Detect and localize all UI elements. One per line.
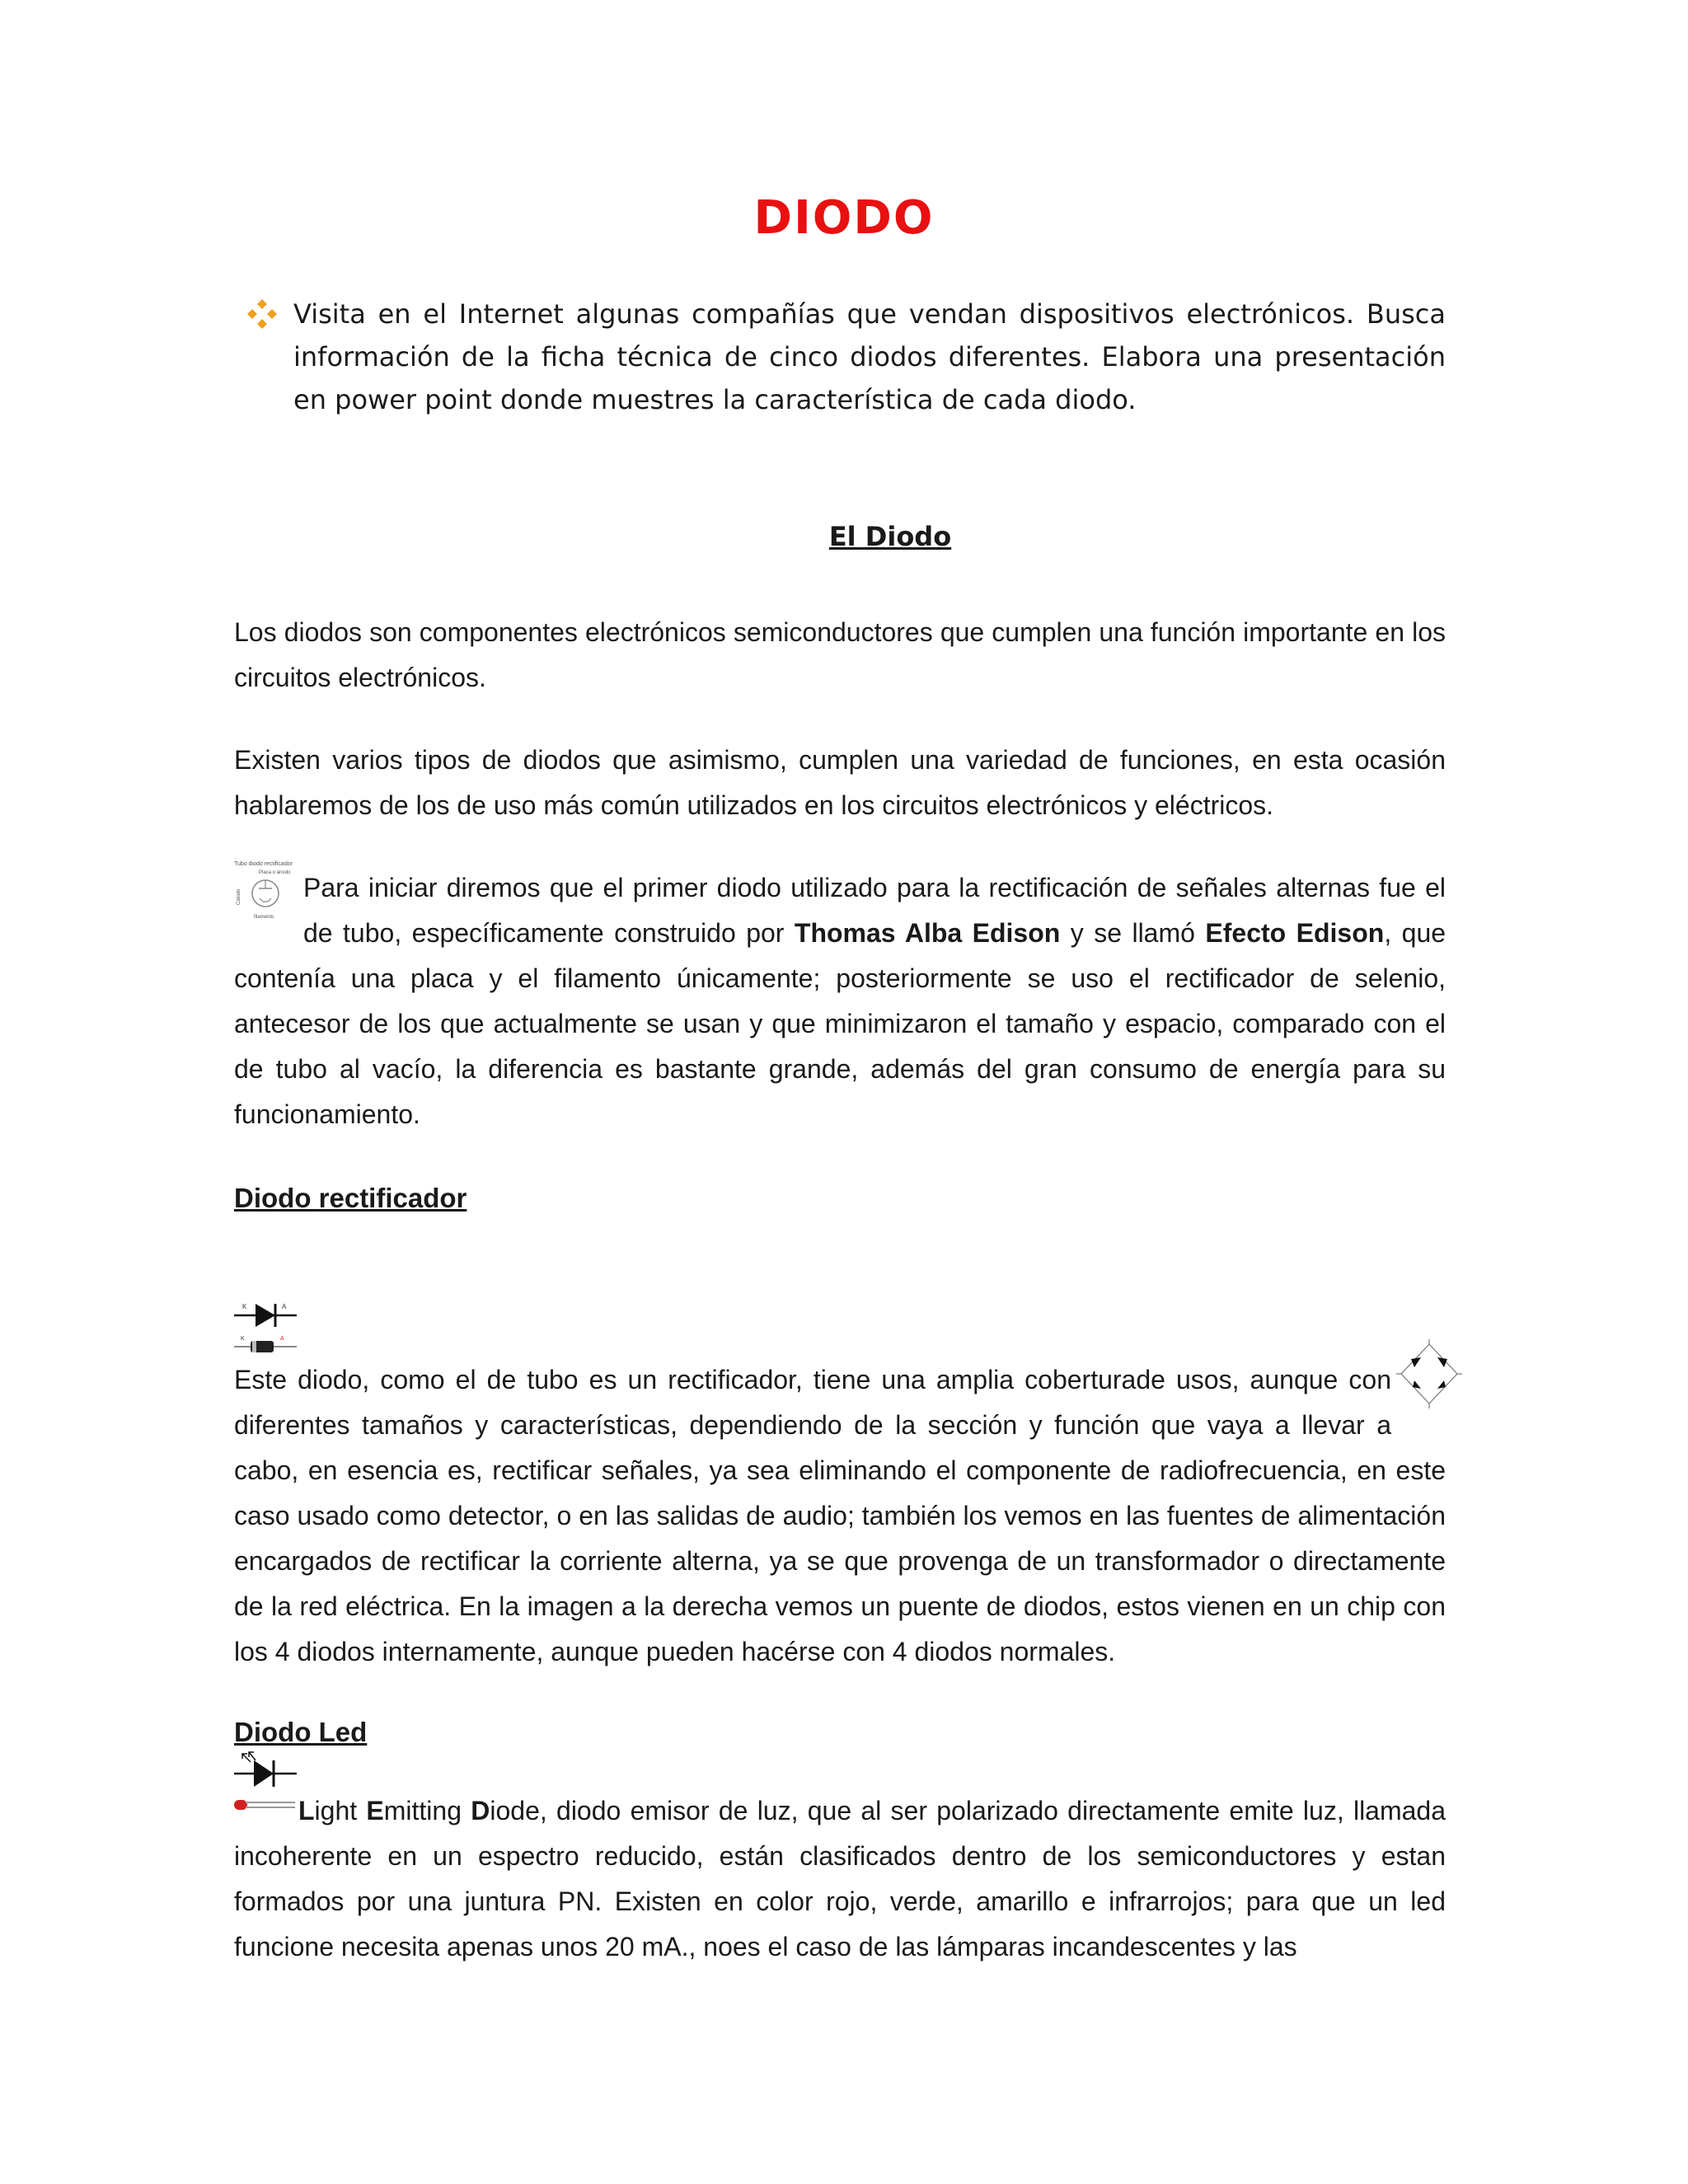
history-text-a: Para iniciar diremos que el primer diodo utilizado para la rectificación de señales alternas fue el de tubo, específicamente construido por [303,873,1446,948]
rect-a-label: A [282,1303,287,1310]
rect-k-label: K [242,1303,247,1310]
document-title: DIODO [753,191,935,245]
heading-led: Diodo Led [234,1717,368,1747]
led-letter-l: L [298,1796,315,1825]
rectifier-diode-symbol-icon [234,1301,297,1355]
edison-effect: Efecto Edison [1205,918,1385,948]
diode-bridge-icon [1395,1339,1464,1408]
section-title: El Diodo [828,521,952,552]
rect-k-label-2: K [241,1336,245,1342]
tube-cathode-label: Cátodo [237,888,241,905]
led-word-mitting: mitting [383,1796,471,1825]
paragraph-led [234,1788,1446,1970]
paragraph-intro: Los diodos son componentes electrónicos semiconductores que cumplen una función importante en los circuitos electrónicos. [234,617,1446,692]
edison-name: Thomas Alba Edison [794,918,1061,948]
led-text: iode, diodo emisor de luz, que al ser polarizado directamente emite luz, llamada incoherente en un espectro reducido, están clasificados dentro de los semiconductores y estan formados por una juntura PN. Existen en color rojo, verde, amarillo e infrarrojos; para que un led funcione necesita apenas unos 20 mA., noes el caso de las lámparas incandescentes y las [234,1796,1447,1961]
tube-caption: Tubo diodo rectificador [234,861,293,867]
tube-filament-label: filamento [254,915,274,920]
history-text-c: , que contenía una placa y el filamento únicamente; posteriormente se uso el rectificador de selenio, antecesor de los que actualmente se usan y que minimizaron el tamaño y espacio, comparado con el de tubo al vacío, la diferencia es bastante grande, además del gran consumo de energía para su funcionamiento. [234,918,1447,1129]
vacuum-tube-diode-icon [234,859,300,921]
history-text-b: y se llamó [1060,918,1206,948]
led-word-ight: ight [314,1796,367,1825]
led-letter-e: E [366,1796,384,1825]
tube-plate-label: Placa o ánodo [259,870,291,875]
diamond-bullet-icon [244,296,280,332]
bullet-text: Visita en el Internet algunas compañías que vendan dispositivos electrónicos. Busca información de la ficha técnica de cinco diodos diferentes. Elabora una presentación en power point donde muestres la característica de cada diodo. [293,298,1446,415]
led-letter-d: D [471,1796,490,1825]
rect-a-label-2: A [280,1336,284,1342]
paragraph-rectifier [234,1357,1446,1675]
paragraph-types: Existen varios tipos de diodos que asimismo, cumplen una variedad de funciones, en esta ocasión hablaremos de los de uso más común utilizados en los circuitos electrónicos y eléctricos. [234,745,1446,820]
heading-rectifier: Diodo rectificador [234,1183,467,1213]
rectifier-text: Este diodo, como el de tubo es un rectificador, tiene una amplia coberturade usos, aunque con diferentes tamaños y características, dependiendo de la sección y función que vaya a llevar a cabo, en esencia es, rectificar señales, ya sea eliminando el componente de radiofrecuencia, en este caso usado como detector, o en las salidas de audio; también los vemos en las fuentes de alimentación encargados de rectificar la corriente alterna, ya se que provenga de un transformador o directamente de la red eléctrica. En la imagen a la derecha vemos un puente de diodos, estos vienen en un chip con los 4 diodos internamente, aunque pueden hacérse con 4 diodos normales. [234,1365,1446,1666]
paragraph-history [234,861,1447,1137]
